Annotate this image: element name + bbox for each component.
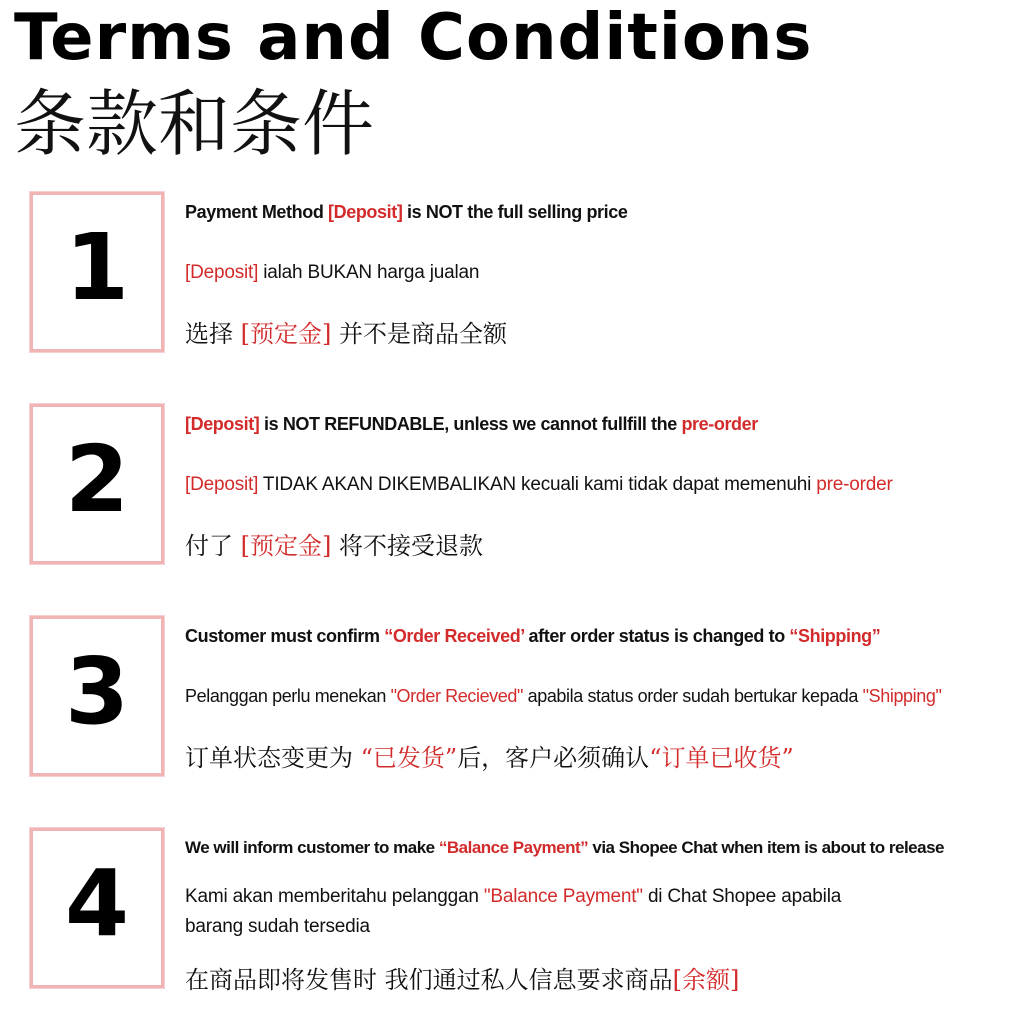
term-number-box — [30, 616, 164, 776]
term-number-box — [30, 404, 164, 564]
term-number-box — [30, 828, 164, 988]
term-text-chinese: 在商品即将发售时 我们通过私人信息要求商品[余额] — [185, 966, 740, 994]
term-item-2 — [30, 404, 1010, 566]
term-number: 4 — [64, 850, 129, 957]
term-text-english: Payment Method [Deposit] is NOT the full selling price — [185, 202, 628, 222]
term-number: 1 — [64, 214, 129, 321]
page-title: Terms and Conditions — [14, 1, 813, 75]
term-item-3 — [30, 616, 1010, 778]
term-number: 3 — [64, 638, 129, 745]
term-text-chinese: 付了 [预定金] 将不接受退款 — [185, 532, 484, 560]
term-text-english: We will inform customer to make “Balance Payment” via Shopee Chat when item is about to release — [185, 838, 944, 857]
term-number-box — [30, 192, 164, 352]
term-text-chinese: 选择 [预定金] 并不是商品全额 — [185, 320, 508, 348]
term-item-4 — [30, 828, 1010, 994]
term-text-malay: [Deposit] ialah BUKAN harga jualan — [185, 262, 480, 283]
term-text-chinese: 订单状态变更为 “已发货”后，客户必须确认“订单已收货” — [185, 744, 794, 772]
term-text-malay: Kami akan memberitahu pelanggan "Balance Payment" di Chat Shopee apabila — [185, 886, 842, 907]
term-text-english: Customer must confirm “Order Received’ after order status is changed to “Shipping” — [185, 626, 881, 646]
term-number: 2 — [64, 426, 129, 533]
term-text-malay: [Deposit] TIDAK AKAN DIKEMBALIKAN kecuali kami tidak dapat memenuhi pre-order — [185, 474, 893, 495]
page-title-chinese: 条款和条件 — [14, 82, 375, 166]
term-item-1 — [30, 192, 1010, 354]
term-text-malay: Pelanggan perlu menekan "Order Recieved" apabila status order sudah bertukar kepada "Shipping" — [185, 686, 942, 706]
term-text-malay-continued: barang sudah tersedia — [185, 916, 370, 937]
term-text-english: [Deposit] is NOT REFUNDABLE, unless we cannot fullfill the pre-order — [185, 414, 758, 434]
